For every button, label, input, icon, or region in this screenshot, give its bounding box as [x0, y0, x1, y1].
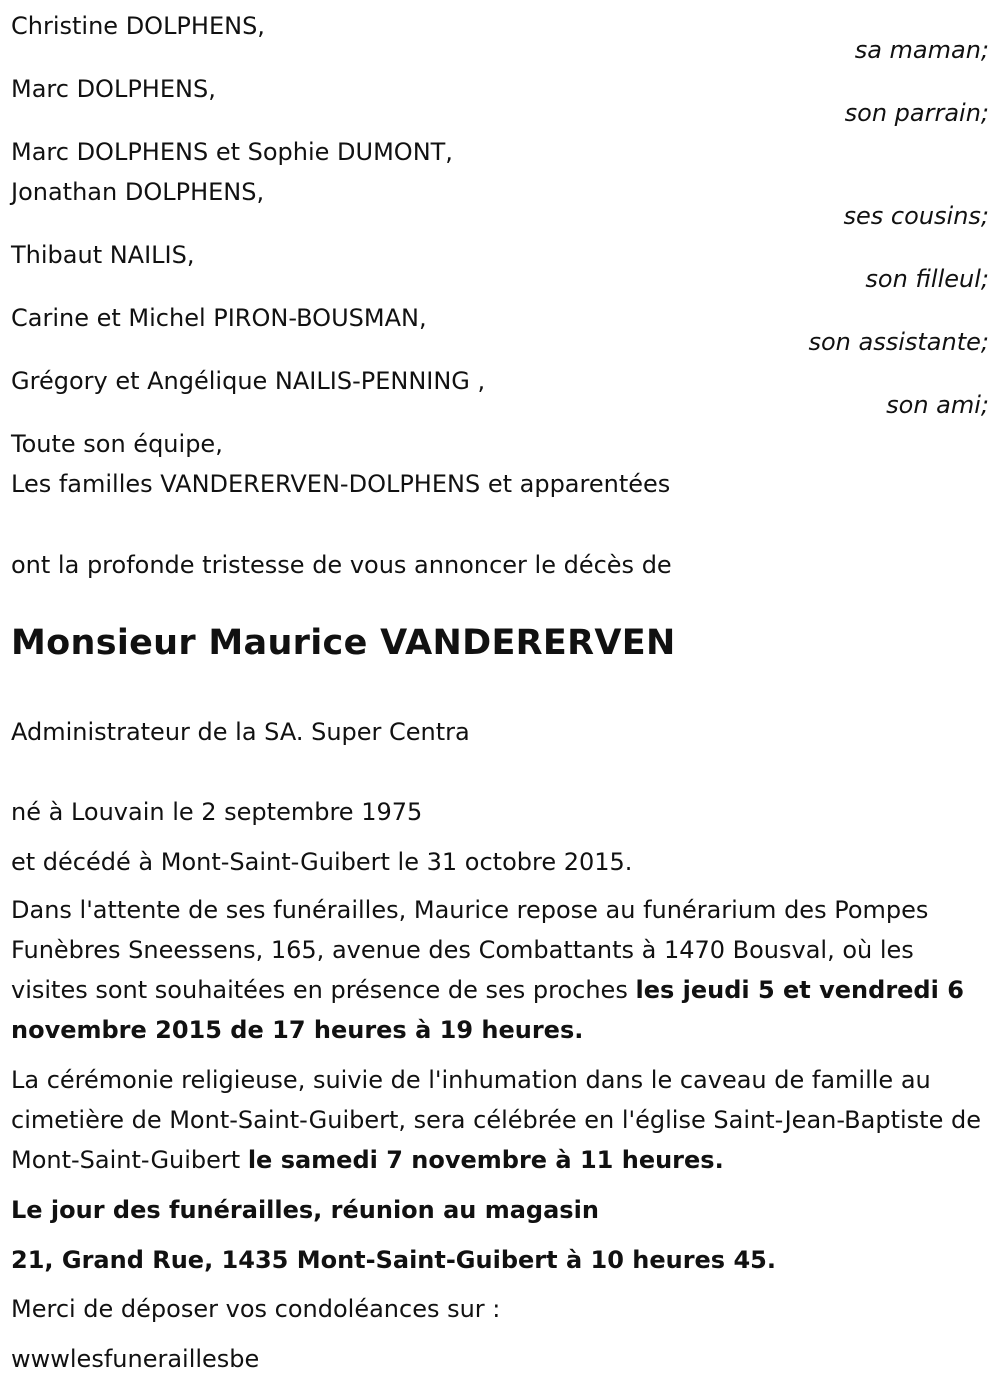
family-name-2: Marc DOLPHENS,	[11, 75, 216, 103]
family-name-1: Christine DOLPHENS,	[11, 12, 265, 40]
family-name-3b: Jonathan DOLPHENS,	[11, 178, 265, 206]
family-name-5: Carine et Michel PIRON-BOUSMAN,	[11, 304, 427, 332]
condolences-text: Merci de déposer vos condoléances sur :	[11, 1295, 501, 1323]
others-line-1: Toute son équipe,	[11, 430, 223, 458]
meeting-line-2: 21, Grand Rue, 1435 Mont-Saint-Guibert à 10 heures 45.	[11, 1246, 776, 1274]
announcement: ont la profonde tristesse de vous annoncer le décès de	[11, 551, 672, 579]
death-line: et décédé à Mont-Saint-Guibert le 31 octobre 2015.	[11, 848, 633, 876]
visit-paragraph	[11, 890, 991, 1050]
visit-text: Dans l'attente de ses funérailles, Maurice repose au funérarium des Pompes Funèbres Sneessens, 165, avenue des Combattants à 1470 Bousval, où les visites sont souhaitées en présence de ses proches	[11, 896, 929, 1004]
others-line-2: Les familles VANDERERVEN-DOLPHENS et apparentées	[11, 470, 671, 498]
family-relation-6: son ami;	[886, 391, 989, 419]
family-relation-3: ses cousins;	[843, 202, 989, 230]
website-link[interactable]: wwwlesfuneraillesbe	[11, 1345, 260, 1373]
deceased-name: Monsieur Maurice VANDERERVEN	[11, 623, 676, 663]
ceremony-date: le samedi 7 novembre à 11 heures.	[247, 1146, 724, 1174]
meeting-line-1: Le jour des funérailles, réunion au magasin	[11, 1196, 599, 1224]
family-relation-2: son parrain;	[844, 99, 989, 127]
family-relation-5: son assistante;	[808, 328, 989, 356]
deceased-function: Administrateur de la SA. Super Centra	[11, 718, 470, 746]
family-relation-4: son filleul;	[865, 265, 989, 293]
family-name-3a: Marc DOLPHENS et Sophie DUMONT,	[11, 138, 453, 166]
birth-line: né à Louvain le 2 septembre 1975	[11, 798, 423, 826]
ceremony-text: La cérémonie religieuse, suivie de l'inhumation dans le caveau de famille au cimetière de Mont-Saint-Guibert, sera célébrée en l'église Saint-Jean-Baptiste de Mont-Saint-Guibert	[11, 1066, 981, 1174]
visit-dates: les jeudi 5 et vendredi 6 novembre 2015 de 17 heures à 19 heures.	[11, 976, 964, 1044]
family-relation-1: sa maman;	[854, 36, 989, 64]
ceremony-paragraph	[11, 1060, 991, 1180]
family-name-6: Grégory et Angélique NAILIS-PENNING ,	[11, 367, 486, 395]
family-name-4: Thibaut NAILIS,	[11, 241, 195, 269]
